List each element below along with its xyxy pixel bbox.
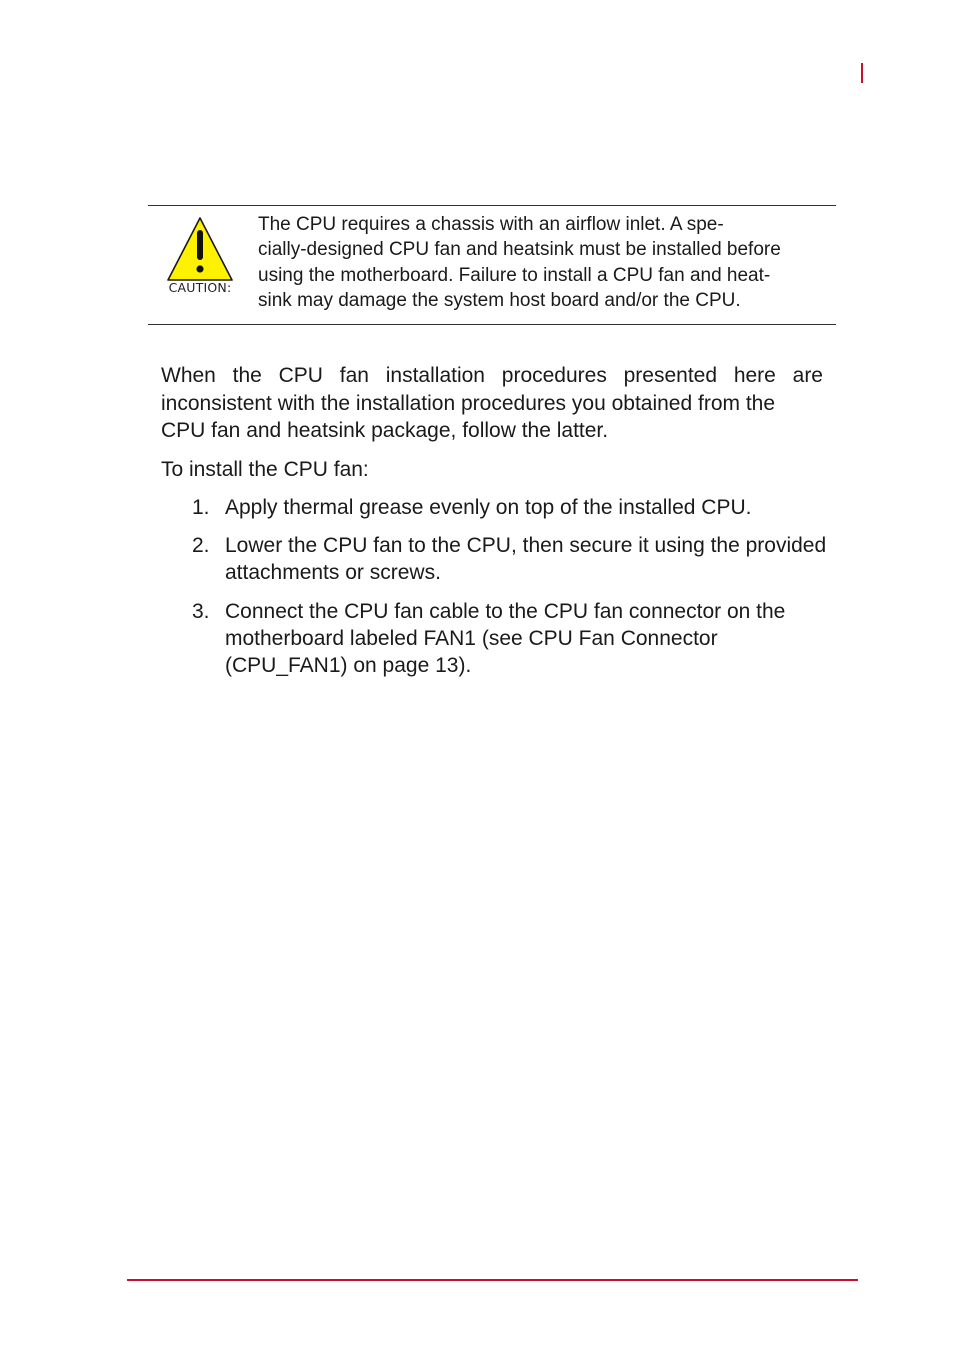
steps-intro: To install the CPU fan: — [161, 458, 369, 481]
caution-line: The CPU requires a chassis with an airflow inlet. A spe- — [258, 214, 724, 235]
step-text — [225, 494, 852, 521]
step-item — [192, 494, 852, 521]
header-accent-mark — [861, 63, 863, 83]
intro-paragraph — [161, 362, 823, 445]
step-line: attachments or screws. — [225, 561, 441, 585]
step-text — [225, 598, 852, 680]
step-text — [225, 532, 852, 586]
step-item — [192, 598, 852, 680]
caution-line: sink may damage the system host board and/or the CPU. — [258, 290, 741, 312]
caution-line: using the motherboard. Failure to install a CPU fan and heat- — [258, 264, 771, 286]
step-number: 3. — [192, 599, 210, 623]
step-line: Lower the CPU fan to the CPU, then secure it using the provided — [225, 534, 827, 558]
step-line: Apply thermal grease evenly on top of the installed CPU. — [225, 496, 752, 519]
caution-line: cially-designed CPU fan and heatsink must be installed before — [258, 239, 781, 261]
footer-rule — [127, 1279, 858, 1281]
step-number: 2. — [192, 534, 210, 558]
caution-triangle-graphic — [166, 216, 234, 282]
step-line: (CPU_FAN1) on page 13). — [225, 654, 472, 678]
paragraph-line: inconsistent with the installation procedures you obtained from the — [161, 391, 776, 415]
caution-label: CAUTION: — [168, 280, 232, 295]
caution-triangle-icon — [166, 216, 234, 298]
step-line: Connect the CPU fan cable to the CPU fan connector on the — [225, 599, 786, 623]
step-number: 1. — [192, 496, 210, 519]
paragraph-line: When the CPU fan installation procedures presented here are — [161, 364, 823, 387]
caution-notice — [148, 205, 836, 325]
caution-text — [258, 212, 828, 314]
installation-steps — [192, 494, 852, 690]
step-item — [192, 532, 852, 586]
paragraph-line: CPU fan and heatsink package, follow the latter. — [161, 419, 609, 442]
step-line: motherboard labeled FAN1 (see CPU Fan Connector — [225, 626, 718, 650]
